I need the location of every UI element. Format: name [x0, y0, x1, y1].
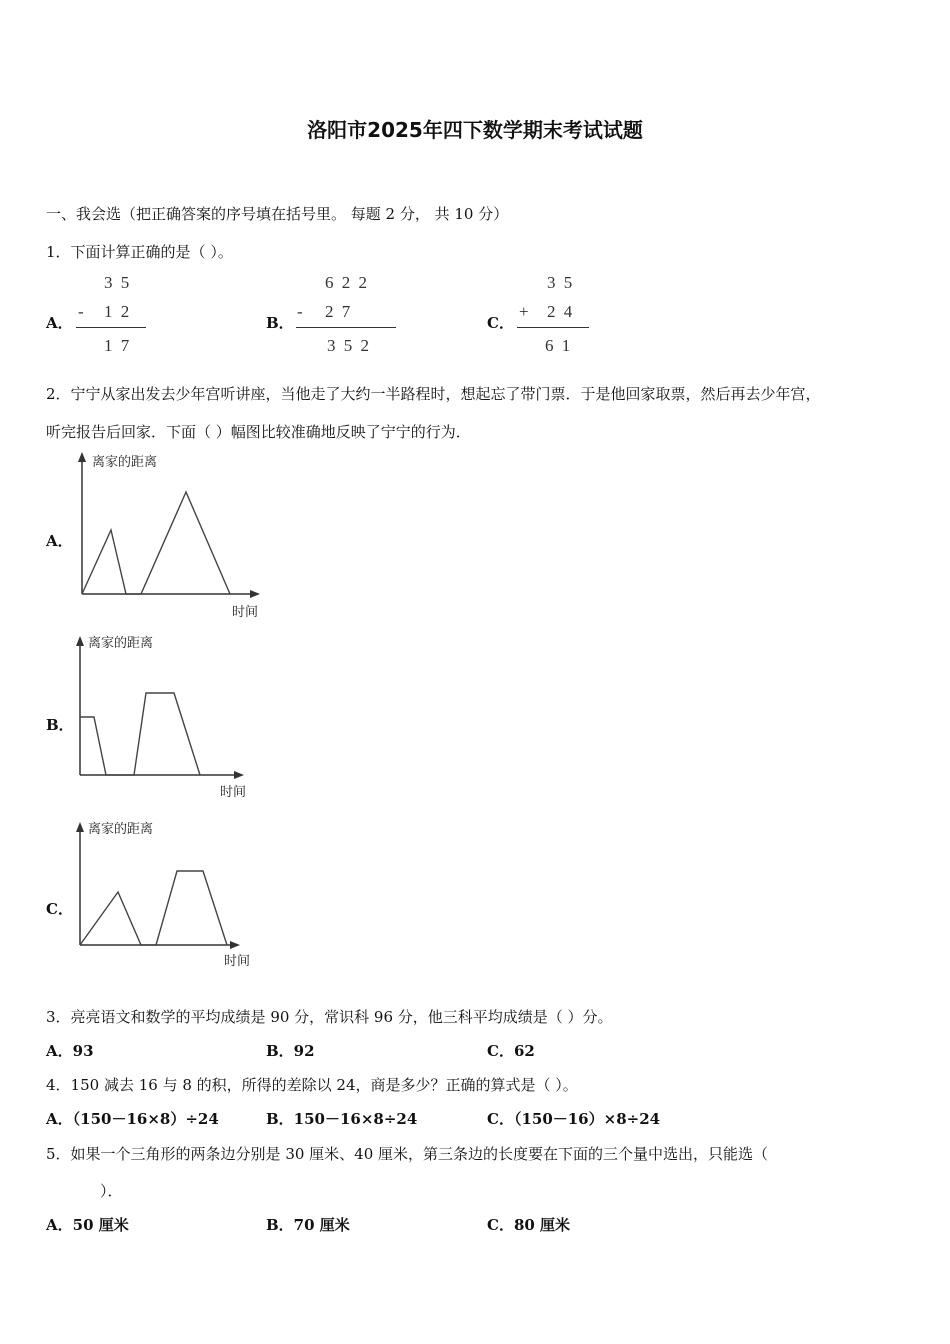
calc-line	[76, 327, 146, 328]
calc-operator: -	[78, 302, 84, 321]
q3-option-c[interactable]: C．62	[487, 1042, 535, 1060]
calc-result: 6 1	[545, 336, 571, 355]
q5-option-c[interactable]: C．80 厘米	[487, 1216, 571, 1234]
option-label: B．	[266, 314, 294, 332]
q4-option-c[interactable]: C．（150－16）×8÷24	[487, 1110, 661, 1128]
q4-option-a[interactable]: A．（150－16×8）÷24	[46, 1110, 219, 1128]
option-label: C．	[487, 314, 514, 332]
q4-option-b[interactable]: B．150－16×8÷24	[266, 1110, 418, 1128]
q2-option-c-label[interactable]: C．	[46, 900, 73, 918]
x-axis-label: 时间	[232, 605, 259, 620]
question-1-stem: 1．下面计算正确的是（ ）。	[46, 243, 233, 261]
question-3-stem: 3．亮亮语文和数学的平均成绩是 90 分，常识科 96 分，他三科平均成绩是（ ）分。	[46, 1008, 613, 1026]
calc-result: 3 5 2	[327, 336, 369, 355]
q5-option-b[interactable]: B．70 厘米	[266, 1216, 350, 1234]
y-axis-label: 离家的距离	[88, 822, 154, 837]
question-2-stem-line-2: 听完报告后回家．下面（ ）幅图比较准确地反映了宁宁的行为．	[46, 423, 471, 441]
page-title: 洛阳市2025年四下数学期末考试试题	[307, 118, 643, 142]
calc-operator: -	[297, 302, 303, 321]
x-axis-arrow	[234, 771, 244, 779]
question-5-stem-line-2: ）．	[100, 1182, 123, 1200]
calc-line	[517, 327, 589, 328]
q2-option-a-label[interactable]: A．	[46, 532, 73, 550]
calc-operator: +	[519, 302, 529, 321]
calc-top-number: 3 5	[104, 273, 130, 292]
question-5-stem-line-1: 5．如果一个三角形的两条边分别是 30 厘米、40 厘米，第三条边的长度要在下面的三个量中选出，只能选（	[46, 1145, 769, 1163]
y-axis-arrow	[76, 822, 84, 832]
x-axis-label: 时间	[220, 785, 247, 800]
q2-graph-b[interactable]	[70, 632, 260, 802]
y-axis-arrow	[78, 452, 86, 462]
distance-line	[80, 871, 227, 945]
q3-option-a[interactable]: A．93	[46, 1042, 94, 1060]
calc-top-number: 6 2 2	[325, 273, 367, 292]
x-axis-label: 时间	[224, 954, 251, 969]
q2-option-b-label[interactable]: B．	[46, 716, 74, 734]
distance-line	[82, 492, 230, 594]
question-2-stem-line-1: 2．宁宁从家出发去少年宫听讲座，当他走了大约一半路程时，想起忘了带门票．于是他回家取票，然后再去少年宫，	[46, 385, 821, 403]
calc-middle-number: 2 4	[547, 302, 573, 321]
question-4-stem: 4．150 减去 16 与 8 的积，所得的差除以 24，商是多少？正确的算式是（ ）。	[46, 1076, 578, 1094]
q5-option-a[interactable]: A．50 厘米	[46, 1216, 129, 1234]
q3-option-b[interactable]: B．92	[266, 1042, 315, 1060]
y-axis-label: 离家的距离	[88, 636, 154, 651]
calc-line	[296, 327, 396, 328]
x-axis-arrow	[250, 590, 260, 598]
y-axis-arrow	[76, 636, 84, 646]
calc-middle-number: 1 2	[104, 302, 130, 321]
option-label: A．	[46, 314, 73, 332]
x-axis-arrow	[230, 941, 240, 949]
section-heading: 一、我会选（把正确答案的序号填在括号里。 每题 2 分， 共 10 分）	[46, 205, 509, 223]
calc-middle-number: 2 7	[325, 302, 351, 321]
q2-graph-a[interactable]	[70, 448, 270, 623]
calc-result: 1 7	[104, 336, 130, 355]
q2-graph-c[interactable]	[70, 818, 260, 970]
calc-top-number: 3 5	[547, 273, 573, 292]
y-axis-label: 离家的距离	[92, 455, 158, 470]
distance-line	[80, 693, 200, 775]
